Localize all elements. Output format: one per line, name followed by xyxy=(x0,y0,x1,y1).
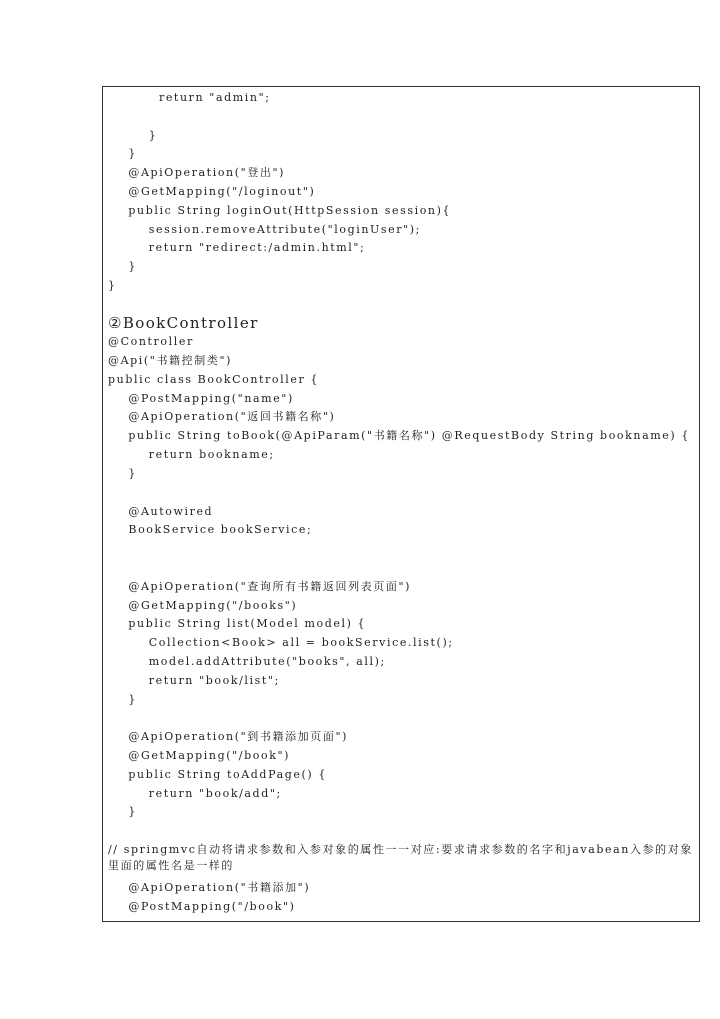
code-line: public String list(Model model) { xyxy=(108,617,367,630)
code-line: return bookname; xyxy=(108,448,275,461)
code-line: @ApiOperation("书籍添加") xyxy=(108,881,311,894)
code-line: return "book/list"; xyxy=(108,674,280,687)
code-line: session.removeAttribute("loginUser"); xyxy=(108,223,421,236)
code-line: @PostMapping("name") xyxy=(108,392,294,405)
code-line: @GetMapping("/books") xyxy=(108,599,298,612)
code-line: @Autowired xyxy=(108,505,214,518)
code-line: } xyxy=(108,279,117,292)
code-line: } xyxy=(108,147,137,160)
code-line: @GetMapping("/loginout") xyxy=(108,185,316,198)
code-block xyxy=(108,88,698,913)
code-line: @PostMapping("/book") xyxy=(108,900,296,913)
code-line: } xyxy=(108,693,137,706)
code-line: return "book/add"; xyxy=(108,787,282,800)
code-line: @GetMapping("/book") xyxy=(108,749,291,762)
code-line: } xyxy=(108,467,137,480)
code-line: @Api("书籍控制类") xyxy=(108,354,233,367)
section-heading: ②BookController xyxy=(108,314,259,332)
code-line: @ApiOperation("返回书籍名称") xyxy=(108,410,336,423)
code-line: model.addAttribute("books", all); xyxy=(108,655,386,668)
code-line: @ApiOperation("查询所有书籍返回列表页面") xyxy=(108,580,412,593)
code-line: @ApiOperation("登出") xyxy=(108,166,286,179)
code-line: BookService bookService; xyxy=(108,523,313,536)
code-line: @Controller xyxy=(108,335,194,348)
code-line: public class BookController { xyxy=(108,373,320,386)
code-line: public String toBook(@ApiParam("书籍名称") @RequestBody String bookname) { xyxy=(108,429,690,442)
code-line: public String loginOut(HttpSession session){ xyxy=(108,204,452,217)
code-line: Collection<Book> all = bookService.list(); xyxy=(108,636,454,649)
code-line: } xyxy=(108,129,158,142)
code-line: } xyxy=(108,805,137,818)
code-line: @ApiOperation("到书籍添加页面") xyxy=(108,730,349,743)
code-line: public String toAddPage() { xyxy=(108,768,327,781)
code-line: return "admin"; xyxy=(108,91,271,104)
code-line: } xyxy=(108,260,137,273)
code-line: return "redirect:/admin.html"; xyxy=(108,241,366,254)
code-comment: // springmvc自动将请求参数和入参对象的属性一一对应:要求请求参数的名字和javabean入参的对象里面的属性名是一样的 xyxy=(108,843,693,872)
